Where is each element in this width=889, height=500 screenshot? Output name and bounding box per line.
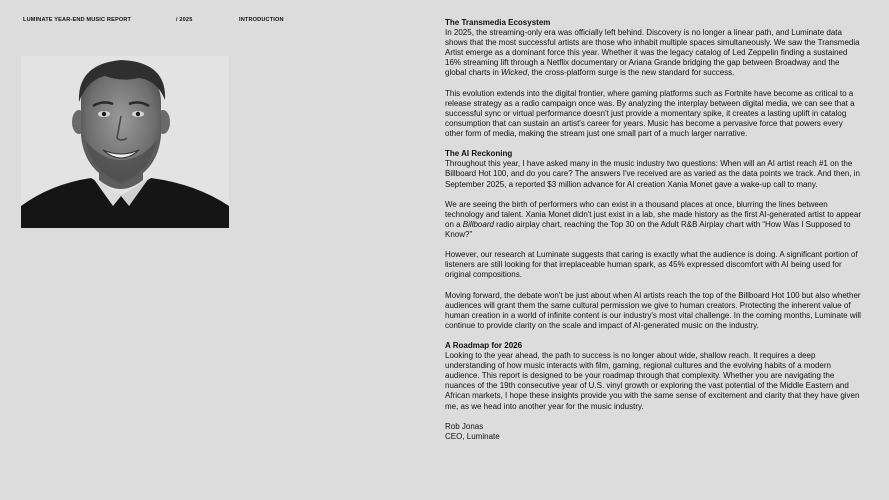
report-title: LUMINATE YEAR-END MUSIC REPORT <box>23 17 132 23</box>
signature-title: CEO, Luminate <box>445 431 500 441</box>
paragraph: We are seeing the birth of performers who can exist in a thousand places at once, blurring the lines between technology and talent. Xania Monet didn't just exist in a lab, she made history as the first AI-generated artist to appear on a Billboard radio airplay chart, reaching the Top 30 on the Adult R&B Airplay chart with “How Was I Supposed to Know?” <box>445 199 861 239</box>
emphasis-billboard: Billboard <box>462 219 494 229</box>
paragraph: Moving forward, the debate won't be just about when AI artists reach the top of the Billboard Hot 100 but also whether audiences will grant them the same cultural permission we give to human creators. Protecting the inherent value of human creation in a world of infinite content is our industry's most vital challenge. In the coming months, Luminate will continue to provide clarity on the scale and impact of AI-generated music on the industry. <box>445 290 861 330</box>
section-heading-ai: The AI Reckoning <box>445 149 513 159</box>
paragraph: Looking to the year ahead, the path to success is no longer about wide, shallow reach. It requires a deep understanding of how music interacts with film, gaming, regional cultures and the evolving habits of a modern audience. This report is designed to be your roadmap through that complexity. Whether you are navigating the nuances of the 19th consecutive year of U.S. vinyl growth or exploring the vast potential of the Middle Eastern and African markets, I hope these insights provide you with the same sense of excitement and clarity that they have given me, as we head into another year for the music industry. <box>445 351 860 411</box>
portrait-illustration <box>21 56 229 228</box>
section-label: INTRODUCTION <box>239 17 284 23</box>
paragraph: However, our research at Luminate suggests that caring is exactly what the audience is doing. A significant portion of listeners are still looking for that irreplaceable human spark, as 45% expressed discomfort with AI being used for original compositions. <box>445 250 858 280</box>
paragraph: In 2025, the streaming-only era was officially left behind. Discovery is no longer a linear path, and Luminate data shows that the most successful artists are those who inhabit multiple spaces simultaneously. We saw the Transmedia Artist emerge as a dominant force this year. Whether it was the legacy catalog of Led Zeppelin finding a sustained 16% streaming lift through a Netflix documentary or Ariana Grande bridging the gap between Broadway and the global charts in Wicked, the cross-platform surge is the new standard for success. <box>445 28 860 78</box>
paragraph: This evolution extends into the digital frontier, where gaming platforms such as Fortnite have become as critical to a release strategy as a radio campaign once was. By analyzing the interplay between digital media, we can see that a successful sync or virtual performance doesn't just provide a momentary spike, it creates a lasting uplift in catalog consumption that can sustain an artist's career for years. Music has become a pervasive force that powers every other form of media, making the stream just one small part of a much larger narrative. <box>445 88 855 139</box>
introduction-letter <box>445 18 861 442</box>
signature-name: Rob Jonas <box>445 421 484 431</box>
section-heading-roadmap: A Roadmap for 2026 <box>445 341 523 350</box>
report-year: / 2025 <box>176 17 193 23</box>
emphasis-wicked: Wicked <box>501 68 528 78</box>
section-heading-transmedia: The Transmedia Ecosystem <box>445 18 551 27</box>
ceo-portrait <box>21 56 229 228</box>
paragraph: Throughout this year, I have asked many in the music industry two questions: When will an AI artist reach #1 on the Billboard Hot 100, and do you care? The answers I've received are as varied as the data points we track. And then, in September 2025, a reported $3 million advance for AI creation Xania Monet gave a wake-up call to many. <box>445 159 860 189</box>
